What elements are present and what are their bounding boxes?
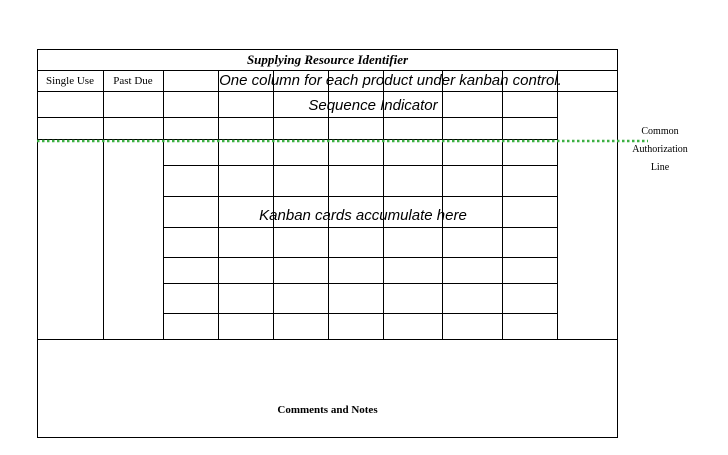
comments-and-notes-label: Comments and Notes bbox=[277, 404, 378, 416]
authorization-label-line1: Common bbox=[641, 126, 679, 137]
authorization-label-line2: Authorization bbox=[632, 144, 688, 155]
kanban-accumulate-note: Kanban cards accumulate here bbox=[259, 207, 467, 224]
product-columns-note: One column for each product under kanban control. bbox=[219, 72, 562, 89]
authorization-label-line3: Line bbox=[650, 162, 670, 173]
supplying-resource-identifier: Supplying Resource Identifier bbox=[246, 52, 409, 67]
sequence-indicator-label: Sequence Indicator bbox=[308, 97, 438, 114]
past-due-column-label: Past Due bbox=[113, 75, 153, 87]
single-use-column-label: Single Use bbox=[46, 75, 94, 87]
